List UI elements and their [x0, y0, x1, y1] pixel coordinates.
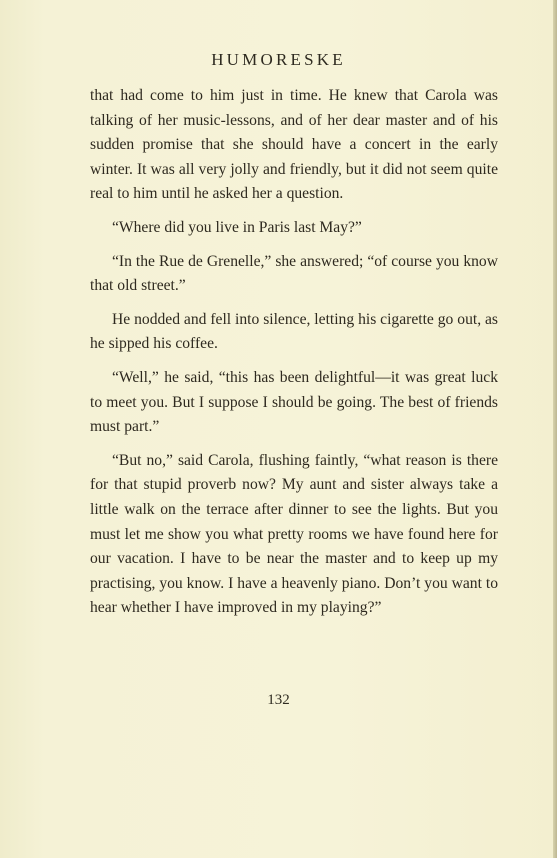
paragraph: “But no,” said Carola, flushing faintly, “what reason is there for that stupid proverb now? My aunt and sister always take a little walk on the terrace after dinner to see the lights. But you must let me show you what pretty rooms we have found here for our vacation. I have to be near the master and to keep up my practising, you know. I have a heavenly piano. Don’t you want to hear whether I have improved in my playing?”: [90, 451, 498, 617]
paragraph: “In the Rue de Grenelle,” she answered; “of course you know that old street.”: [90, 252, 498, 295]
paragraph: He nodded and fell into silence, letting his cigarette go out, as he sipped his coffee.: [90, 310, 498, 353]
page-number: 132: [267, 692, 290, 708]
paragraph-continuation: that had come to him just in time. He knew that Carola was talking of her music-lessons, and of her dear master and of his sudden promise that she should have a concert in the early winter. It was all very jolly and friendly, but it did not seem quite real to him until he asked her a question.: [90, 87, 498, 203]
paragraph: “Well,” he said, “this has been delightful—it was great luck to meet you. But I suppose I should be going. The best of friends must part.”: [90, 368, 498, 436]
body-text: [90, 84, 498, 630]
running-head: HUMORESKE: [211, 50, 346, 69]
page-edge: [553, 0, 557, 858]
paragraph: “Where did you live in Paris last May?”: [112, 218, 362, 236]
